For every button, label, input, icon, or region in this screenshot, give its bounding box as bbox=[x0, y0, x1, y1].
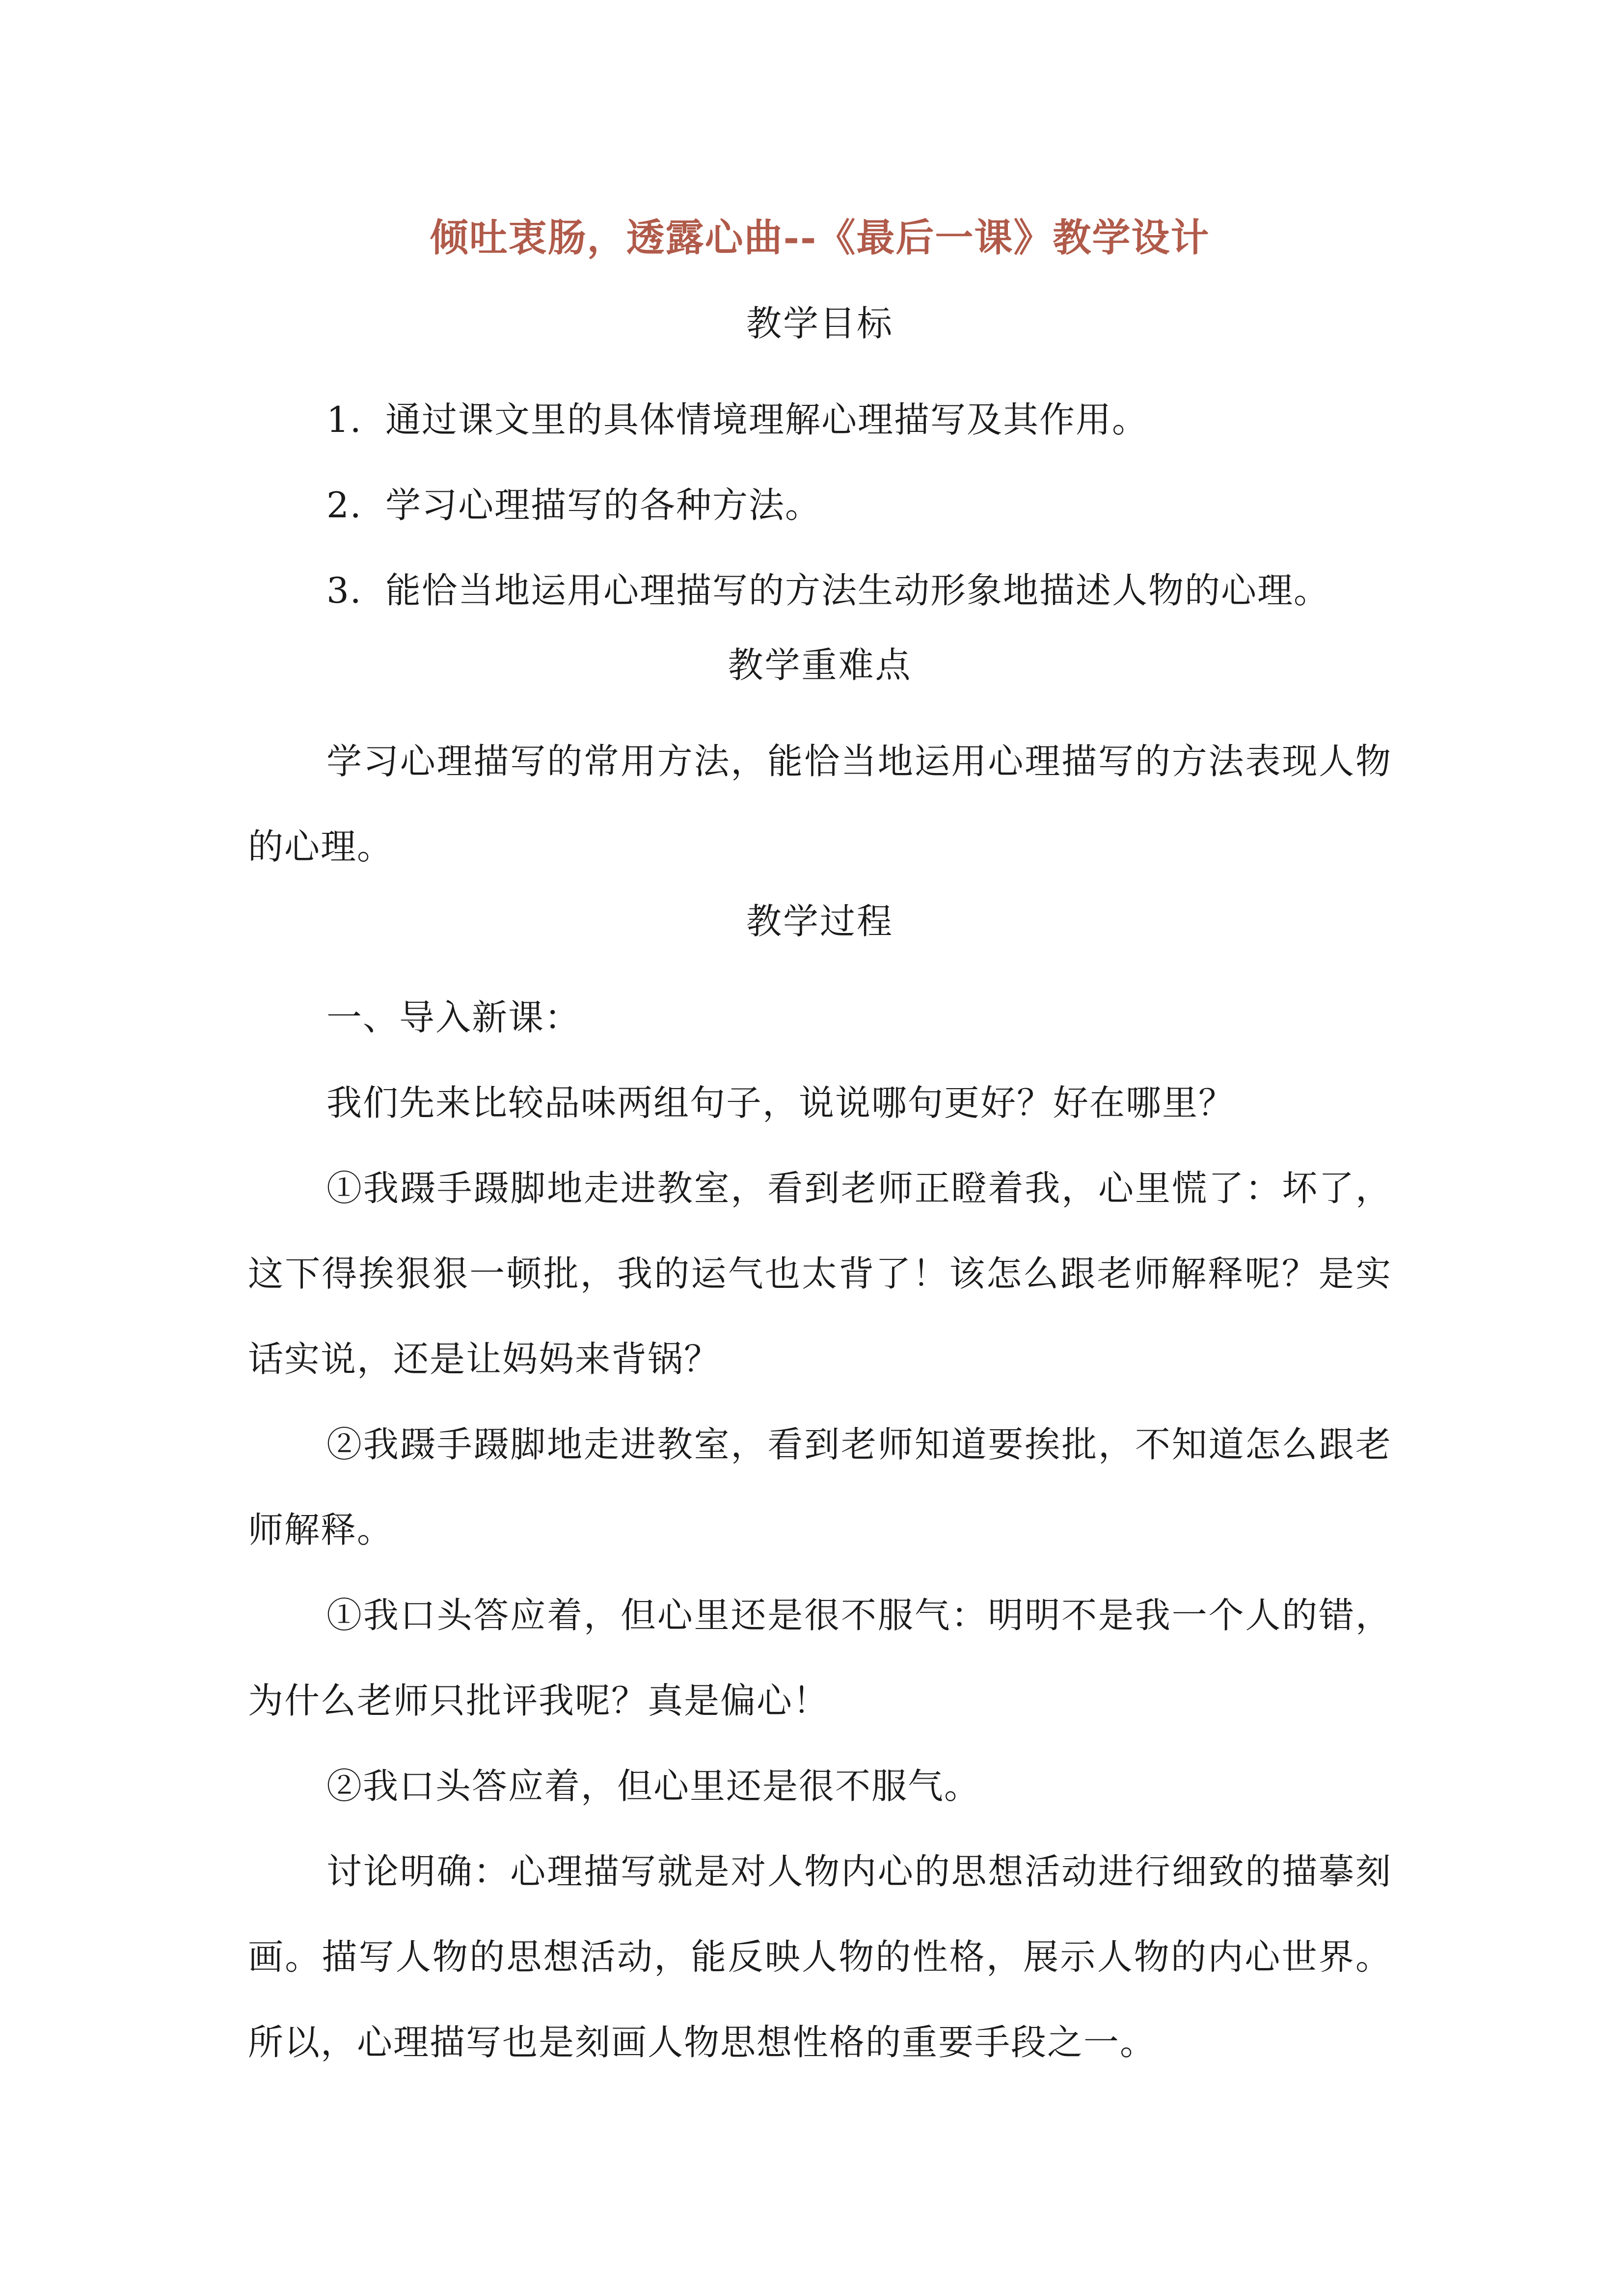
document-body bbox=[248, 206, 1392, 2085]
discussion-paragraph: 讨论明确：心理描写就是对人物内心的思想活动进行细致的描摹刻画。描写人物的思想活动，能反映人物的性格，展示人物的内心世界。所以，心理描写也是刻画人物思想性格的重要手段之一。 bbox=[248, 1851, 1392, 2063]
objective-text: 能恰当地运用心理描写的方法生动形象地描述人物的心理。 bbox=[385, 570, 1330, 611]
objective-number: 3. bbox=[326, 570, 362, 611]
process-heading: 教学过程 bbox=[746, 901, 893, 942]
objective-item bbox=[248, 377, 1392, 462]
objective-number: 2. bbox=[326, 484, 362, 526]
process-step-label: 一、导入新课： bbox=[326, 997, 581, 1038]
document-title: 倾吐衷肠，透露心曲--《最后一课》教学设计 bbox=[430, 215, 1210, 260]
objective-item bbox=[248, 462, 1392, 548]
objective-text: 通过课文里的具体情境理解心理描写及其作用。 bbox=[385, 399, 1149, 440]
process-intro: 我们先来比较品味两组句子，说说哪句更好？好在哪里？ bbox=[326, 1082, 1235, 1123]
objectives-heading: 教学目标 bbox=[746, 303, 893, 344]
example-sentence: ①我蹑手蹑脚地走进教室，看到老师正瞪着我，心里慌了：坏了，这下得挨狠狠一顿批，我的运气也太背了！该怎么跟老师解释呢？是实话实说，还是让妈妈来背锅？ bbox=[248, 1168, 1392, 1380]
difficulty-paragraph: 学习心理描写的常用方法，能恰当地运用心理描写的方法表现人物的心理。 bbox=[248, 741, 1392, 867]
objective-text: 学习心理描写的各种方法。 bbox=[385, 484, 822, 526]
example-sentence: ②我蹑手蹑脚地走进教室，看到老师知道要挨批，不知道怎么跟老师解释。 bbox=[248, 1424, 1392, 1550]
difficulty-heading: 教学重难点 bbox=[728, 644, 912, 686]
example-sentence: ②我口头答应着，但心里还是很不服气。 bbox=[326, 1765, 981, 1807]
example-sentence: ①我口头答应着，但心里还是很不服气：明明不是我一个人的错，为什么老师只批评我呢？真是偏心！ bbox=[248, 1595, 1392, 1721]
objective-number: 1. bbox=[326, 399, 362, 440]
objective-item bbox=[248, 548, 1392, 633]
